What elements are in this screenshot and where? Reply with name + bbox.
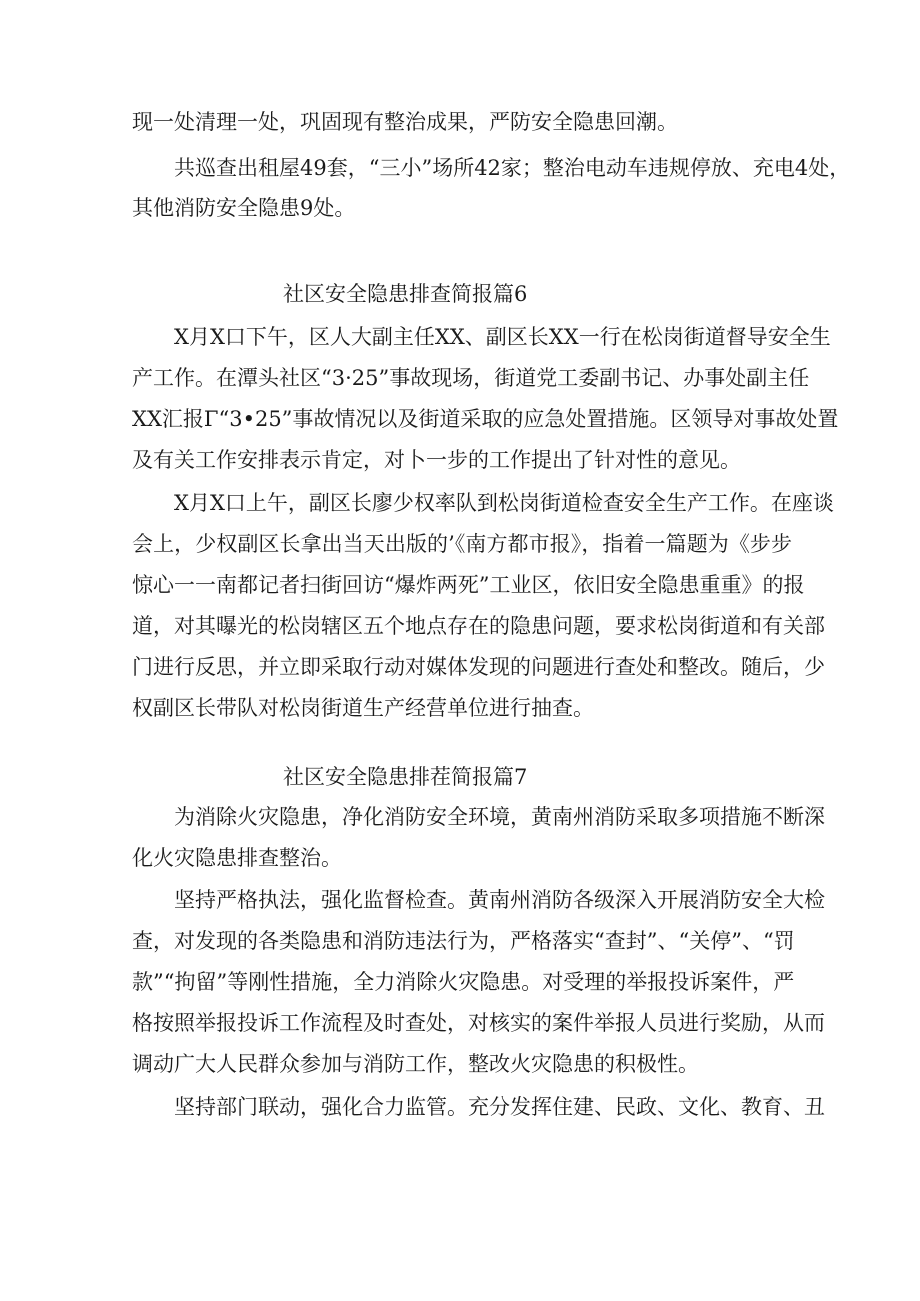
paragraph-line: 调动广大人民群众参加与消防工作，整改火灾隐患的积极性。 [132,1052,699,1076]
paragraph-line: 门进行反思，并立即采取行动对媒体发现的问题进行查处和整改。随后，少 [132,655,825,679]
paragraph-line: 格按照举报投诉工作流程及时查处，对核实的案件举报人员进行奖励，从而 [132,1011,825,1035]
paragraph-line: 道，对其曝光的松岗辖区五个地点存在的隐患问题，要求松岗街道和有关部 [132,614,825,638]
paragraph-line: 共巡查出租屋49套，“三小”场所42家；整治电动车违规停放、充电4处， [174,156,851,180]
paragraph-line: 坚持严格执法，强化监督检查。黄南州消防各级深入开展消防安全大检 [174,888,825,912]
paragraph-line: 坚持部门联动，强化合力监管。充分发挥住建、民政、文化、教育、丑 [174,1095,825,1119]
paragraph-line: 其他消防安全隐患9处。 [132,196,356,220]
section-heading: 社区安全隐患排茬简报篇7 [283,765,528,789]
paragraph-line: 款”“拘留”等刚性措施，全力消除火灾隐患。对受理的举报投诉案件，严 [132,970,795,994]
paragraph-line: 惊心一一南都记者扫街回访“爆炸两死”工业区，依旧安全隐患重重》的报 [132,573,805,597]
paragraph-line: XX汇报Γ“3•25”事故情况以及街道采取的应急处置措施。区领导对事故处置 [132,407,839,431]
paragraph-line: 权副区长带队对松岗街道生产经营单位进行抽查。 [132,696,594,720]
paragraph-line: 查，对发现的各类隐患和消防违法行为，严格落实“查封”、“关停”、“罚 [132,929,795,953]
paragraph-line: 产工作。在潭头社区“3·25”事故现场，街道党工委副书记、办事处副主任 [132,366,810,390]
paragraph-line: X月X口上午，副区长廖少权率队到松岗街道检查安全生产工作。在座谈 [174,491,834,515]
paragraph-line: X月X口下午，区人大副主任XX、副区长XX一行在松岗街道督导安全生 [174,325,831,349]
paragraph-line: 为消除火灾隐患，净化消防安全环境，黄南州消防采取多项措施不断深 [174,805,825,829]
paragraph-line: 及有关工作安排表示肯定，对卜一步的工作提出了针对性的意见。 [132,448,741,472]
paragraph-line: 现一处清理一处，巩固现有整治成果，严防安全隐患回潮。 [132,110,678,134]
section-heading: 社区安全隐患排查简报篇6 [283,282,528,306]
paragraph-line: 化火灾隐患排查整治。 [132,846,342,870]
paragraph-line: 会上，少权副区长拿出当天出版的’《南方都市报》，指着一篇题为《步步 [132,532,792,556]
